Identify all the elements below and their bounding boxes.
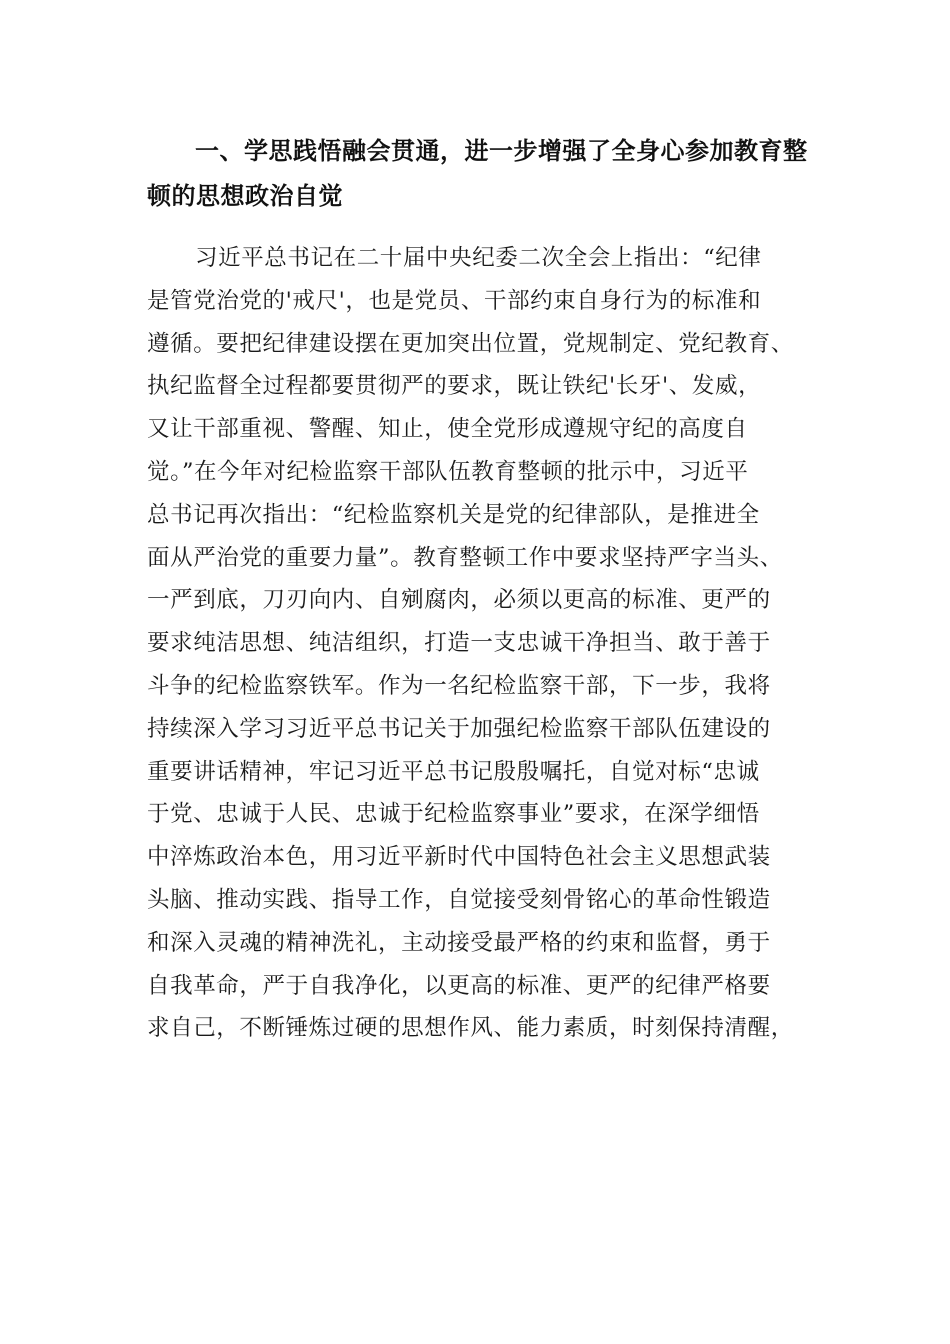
paragraph-line: 遵循。要把纪律建设摆在更加突出位置，党规制定、党纪教育、	[147, 330, 794, 357]
body-paragraph	[147, 237, 817, 1050]
section-heading	[147, 128, 807, 218]
paragraph-line: 和深入灵魂的精神洗礼，主动接受最严格的约束和监督，勇于	[147, 929, 771, 956]
paragraph-line: 求自己，不断锤炼过硬的思想作风、能力素质，时刻保持清醒，	[147, 1015, 794, 1042]
paragraph-line: 习近平总书记在二十届中央纪委二次全会上指出：“纪律	[195, 245, 762, 271]
paragraph-line: 觉。”在今年对纪检监察干部队伍教育整顿的批示中，习近平	[147, 458, 749, 485]
paragraph-line: 面从严治党的重要力量”。教育整顿工作中要求坚持严字当头、	[147, 544, 783, 571]
paragraph-line: 是管党治党的'戒尺'，也是党员、干部约束自身行为的标准和	[147, 287, 762, 314]
paragraph-line: 总书记再次指出：“纪检监察机关是党的纪律部队，是推进全	[147, 501, 760, 528]
paragraph-line: 头脑、推动实践、指导工作，自觉接受刻骨铭心的革命性锻造	[147, 886, 771, 913]
paragraph-line: 一严到底，刀刃向内、自剜腐肉，必须以更高的标准、更严的	[147, 587, 771, 614]
paragraph-line: 于党、忠诚于人民、忠诚于纪检监察事业”要求，在深学细悟	[147, 801, 760, 828]
paragraph-line: 中淬炼政治本色，用习近平新时代中国特色社会主义思想武装	[147, 844, 771, 871]
section-heading-line: 顿的思想政治自觉	[147, 181, 343, 210]
paragraph-line: 又让干部重视、警醒、知止，使全党形成遵规守纪的高度自	[147, 416, 748, 443]
section-heading-line: 一、学思践悟融会贯通，进一步增强了全身心参加教育整	[195, 136, 808, 165]
paragraph-line: 重要讲话精神，牢记习近平总书记殷殷嘱托，自觉对标“忠诚	[147, 758, 760, 785]
paragraph-line: 持续深入学习习近平总书记关于加强纪检监察干部队伍建设的	[147, 715, 771, 742]
paragraph-line: 自我革命，严于自我净化，以更高的标准、更严的纪律严格要	[147, 972, 771, 999]
paragraph-line: 执纪监督全过程都要贯彻严的要求，既让铁纪'长牙'、发威，	[147, 373, 762, 400]
paragraph-line: 要求纯洁思想、纯洁组织，打造一支忠诚干净担当、敢于善于	[147, 630, 771, 657]
paragraph-line: 斗争的纪检监察铁军。作为一名纪检监察干部，下一步，我将	[147, 672, 771, 699]
